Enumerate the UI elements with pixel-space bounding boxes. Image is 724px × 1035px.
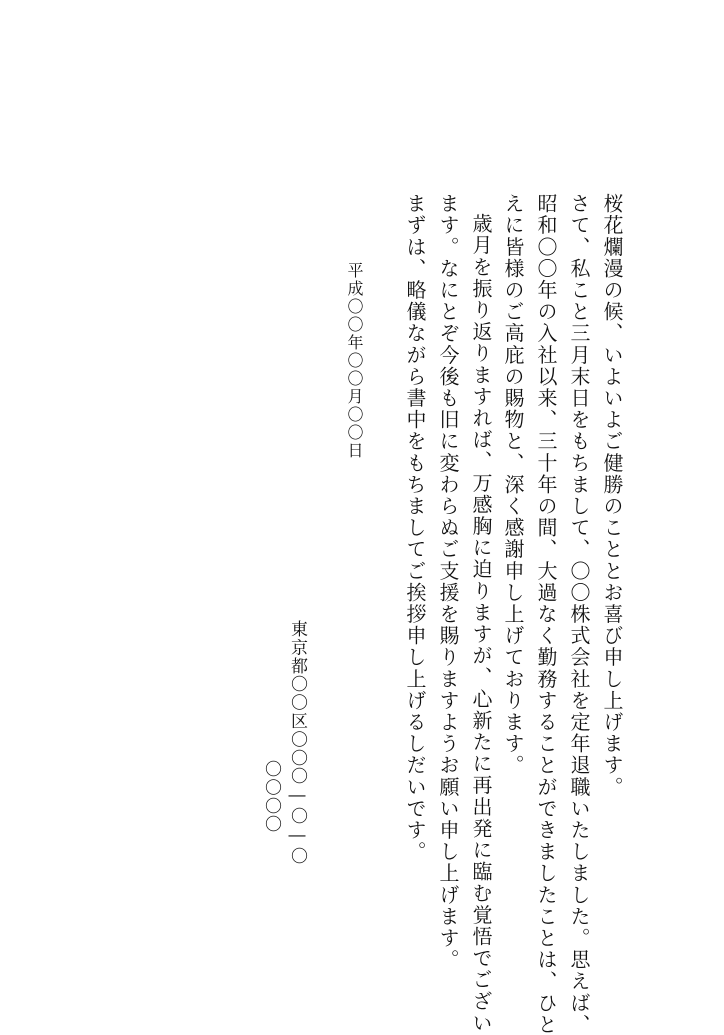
body-line-4: えに皆様のご高庇の賜物と、深く感謝申し上げております。	[501, 193, 525, 777]
body-line-2: さて、私こと三月末日をもちまして、〇〇株式会社を定年退職いたしました。思えば、	[567, 193, 591, 1035]
body-line-6: ます。なにとぞ今後も旧に変わらぬご支援を賜りますようお願い申し上げます。	[436, 193, 460, 971]
body-line-7: まずは、略儀ながら書中をもちましてご挨拶申し上げるしだいです。	[403, 193, 427, 863]
letter-date: 平成〇〇年〇〇月〇〇日	[345, 262, 364, 460]
sender-name: 〇〇〇〇	[261, 760, 281, 834]
body-line-3: 昭和〇〇年の入社以来、三十年の間、大過なく勤務することができましたことは、ひと	[534, 193, 558, 1035]
sender-address: 東京都〇〇区〇〇〇―〇―〇	[287, 620, 307, 866]
body-line-1: 桜花爛漫の候、いよいよご健勝のこととお喜び申し上げます。	[600, 193, 624, 798]
body-line-5: 歳月を振り返りますれば、万感胸に迫りますが、心新たに再出発に臨む覚悟でござい	[469, 213, 493, 1034]
